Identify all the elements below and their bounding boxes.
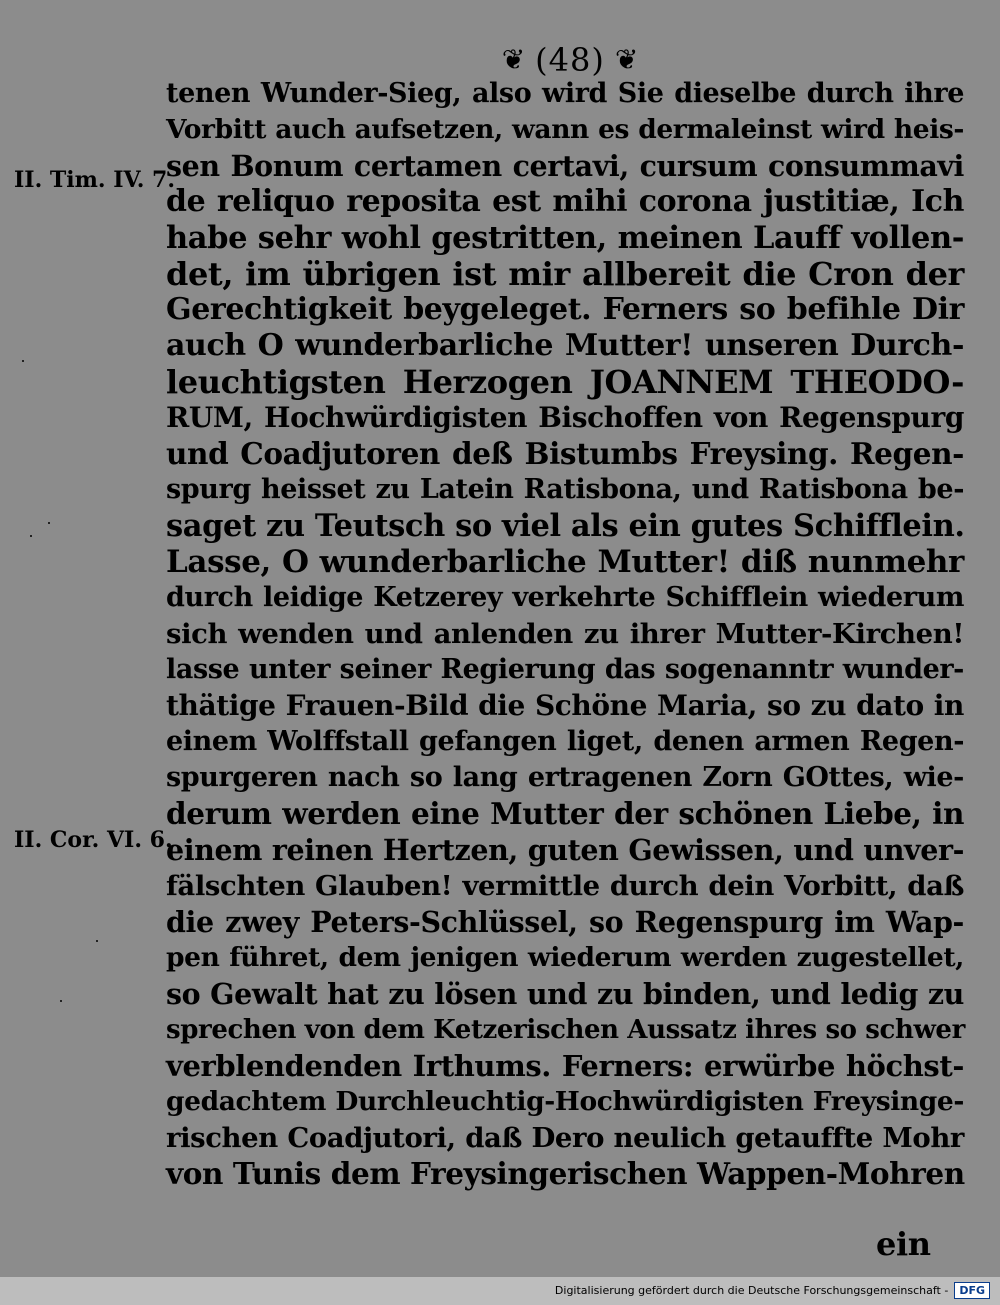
margin-note-cor: II. Cor. VI. 6.: [14, 827, 173, 853]
text-line: Gerechtigkeit beygeleget. Ferners so befihle Dir: [166, 292, 964, 327]
left-ornament-icon: ❦: [501, 43, 526, 76]
text-line: lasse unter seiner Regierung das sogenanntr wunder-: [166, 654, 964, 685]
text-line: von Tunis dem Freysingerischen Wappen-Mohren: [166, 1156, 965, 1191]
text-line: leuchtigsten Herzogen JOANNEM THEODO-: [166, 363, 964, 401]
text-line: verblendenden Irthums. Ferners: erwürbe höchst-: [166, 1049, 964, 1083]
scan-speck: [22, 360, 24, 362]
text-line: fälschten Glauben! vermittle durch dein Vorbitt, daß: [166, 870, 964, 902]
text-line: auch O wunderbarliche Mutter! unseren Durch-: [166, 328, 964, 363]
text-line: spurg heisset zu Latein Ratisbona, und Ratisbona be-: [166, 474, 964, 505]
text-line: pen führet, dem jenigen wiederum werden zugestellet,: [166, 942, 964, 973]
text-line: einem Wolffstall gefangen liget, denen armen Regen-: [166, 726, 964, 757]
text-line: sprechen von dem Ketzerischen Aussatz ihres so schwer: [166, 1015, 965, 1045]
scan-speck: [30, 535, 32, 537]
text-line: thätige Frauen-Bild die Schöne Maria, so zu dato in: [166, 689, 964, 722]
right-ornament-icon: ❦: [614, 43, 639, 76]
text-line: det, im übrigen ist mir allbereit die Cron der: [166, 255, 964, 293]
text-line: rischen Coadjutori, daß Dero neulich getauffte Mohr: [166, 1122, 964, 1154]
text-line: RUM, Hochwürdigisten Bischoffen von Regenspurg: [166, 401, 964, 434]
footer: [555, 1282, 990, 1299]
text-line: so Gewalt hat zu lösen und zu binden, und ledig zu: [166, 977, 964, 1011]
scan-speck: [96, 940, 98, 942]
footer-text: Digitalisierung gefördert durch die Deutsche Forschungsgemeinschaft -: [554, 1284, 949, 1297]
text-line: derum werden eine Mutter der schönen Liebe, in: [166, 796, 964, 831]
text-line: sich wenden und anlenden zu ihrer Mutter-Kirchen!: [166, 618, 964, 650]
margin-note-tim: II. Tim. IV. 7.: [14, 167, 176, 193]
text-line: tenen Wunder-Sieg, also wird Sie dieselbe durch ihre: [166, 78, 964, 109]
text-line: spurgeren nach so lang ertragenen Zorn GOttes, wie-: [166, 762, 964, 793]
text-line: gedachtem Durchleuchtig-Hochwürdigisten Freysinge-: [166, 1086, 964, 1117]
text-line: saget zu Teutsch so viel als ein gutes Schifflein.: [166, 508, 965, 544]
text-line: de reliquo reposita est mihi corona justitiæ, Ich: [166, 184, 964, 219]
page-number: (48): [535, 41, 605, 79]
dfg-logo-icon: DFG: [954, 1282, 990, 1299]
text-line: einem reinen Hertzen, guten Gewissen, und unver-: [166, 833, 964, 867]
text-line: und Coadjutoren deß Bistumbs Freysing. Regen-: [166, 436, 964, 471]
text-line: habe sehr wohl gestritten, meinen Lauff vollen-: [166, 220, 964, 256]
text-line: Lasse, O wunderbarliche Mutter! diß nunmehr: [166, 544, 964, 580]
text-line: die zwey Peters-Schlüssel, so Regenspurg im Wap-: [166, 905, 964, 939]
text-line: sen Bonum certamen certavi, cursum consummavi: [166, 149, 964, 183]
catchword: ein: [876, 1225, 931, 1263]
scan-speck: [60, 1000, 62, 1002]
text-line: Vorbitt auch aufsetzen, wann es dermaleinst wird heis-: [166, 114, 964, 145]
scan-speck: [48, 522, 50, 524]
text-line: durch leidige Ketzerey verkehrte Schifflein wiederum: [166, 582, 964, 613]
